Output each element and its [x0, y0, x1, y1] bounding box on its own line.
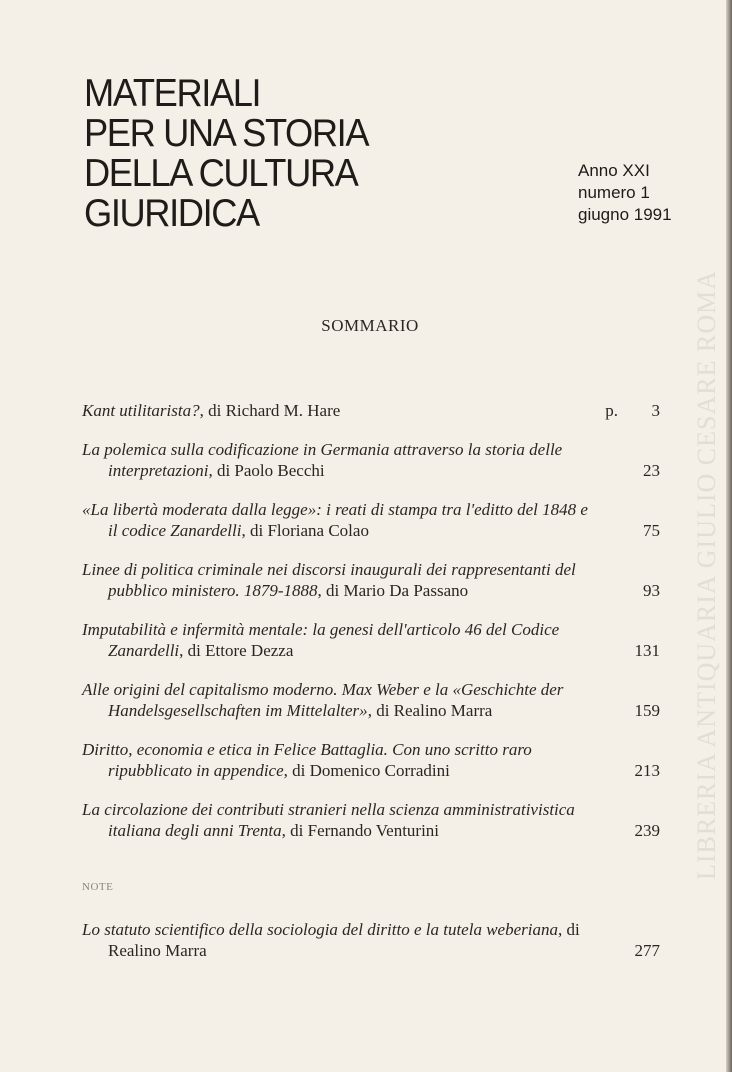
- entry-title: Imputabilità e infermità mentale: la genesi dell'articolo 46 del Codice Zanardelli: [82, 620, 560, 660]
- entry-author: , di Floriana Colao: [241, 521, 369, 540]
- title-line: DELLA CULTURA: [84, 152, 358, 195]
- entry-author: , di Realino Marra: [108, 920, 580, 960]
- entry-page: 131: [634, 641, 660, 660]
- entry-title: «La libertà moderata dalla legge»: i reati di stampa tra l'editto del 1848 e il codice Zanardelli: [82, 500, 588, 540]
- watermark: LIBRERIA ANTIQUARIA GIULIO CESARE ROMA: [692, 270, 721, 880]
- entry-title: Kant utilitarista?: [82, 401, 200, 420]
- toc-entry: [82, 739, 660, 781]
- title-line: MATERIALI: [84, 72, 261, 115]
- title-line: GIURIDICA: [84, 192, 259, 235]
- entry-title: Lo statuto scientifico della sociologia del diritto e la tutela weberiana: [82, 920, 558, 939]
- entry-page: 159: [634, 701, 660, 720]
- toc-entry: [82, 679, 660, 721]
- page-edge: [726, 0, 732, 1072]
- issue-info: [578, 160, 672, 226]
- toc-entry: [82, 439, 660, 481]
- contents-heading: SOMMARIO: [321, 316, 419, 335]
- entry-author: , di Ettore Dezza: [179, 641, 294, 660]
- entry-author: , di Richard M. Hare: [199, 401, 341, 420]
- toc-entry: [82, 799, 660, 841]
- journal-title: [84, 74, 368, 234]
- entry-title: Linee di politica criminale nei discorsi inaugurali dei rappresentanti del pubblico ministero. 1879-1888: [82, 560, 576, 600]
- toc-entry: [82, 619, 660, 661]
- entry-page: 213: [634, 761, 660, 780]
- entry-author: , di Fernando Venturini: [281, 821, 440, 840]
- entry-author: , di Realino Marra: [367, 701, 493, 720]
- entry-title: Diritto, economia e etica in Felice Battaglia. Con uno scritto raro ripubblicato in appendice: [82, 740, 532, 780]
- toc-entry: [82, 919, 660, 961]
- issue-year: Anno XXI: [578, 161, 650, 180]
- entry-page: 277: [634, 941, 660, 960]
- issue-date: giugno 1991: [578, 205, 672, 224]
- toc-entry: [82, 499, 660, 541]
- toc-entry: [82, 400, 660, 421]
- entry-author: , di Mario Da Passano: [317, 581, 469, 600]
- notes-heading: NOTE: [82, 881, 114, 893]
- entry-author: , di Domenico Corradini: [283, 761, 450, 780]
- entry-title: Alle origini del capitalismo moderno. Max Weber e la «Geschichte der Handelsgesellschaften im Mittelalter»: [82, 680, 564, 720]
- page-prefix: p.: [605, 401, 618, 420]
- entry-page: 75: [643, 521, 660, 540]
- entry-page: 3: [651, 401, 660, 420]
- entry-page: 239: [634, 821, 660, 840]
- entry-title: La circolazione dei contributi stranieri nella scienza amministrativistica italiana degli anni Trenta: [82, 800, 575, 840]
- entry-page: 23: [643, 461, 660, 480]
- title-line: PER UNA STORIA: [84, 112, 369, 155]
- entry-page: 93: [643, 581, 660, 600]
- toc-entry: [82, 559, 660, 601]
- table-of-contents: [82, 400, 660, 979]
- entry-author: , di Paolo Becchi: [208, 461, 325, 480]
- entry-title: La polemica sulla codificazione in Germania attraverso la storia delle interpretazioni: [82, 440, 563, 480]
- issue-number: numero 1: [578, 183, 650, 202]
